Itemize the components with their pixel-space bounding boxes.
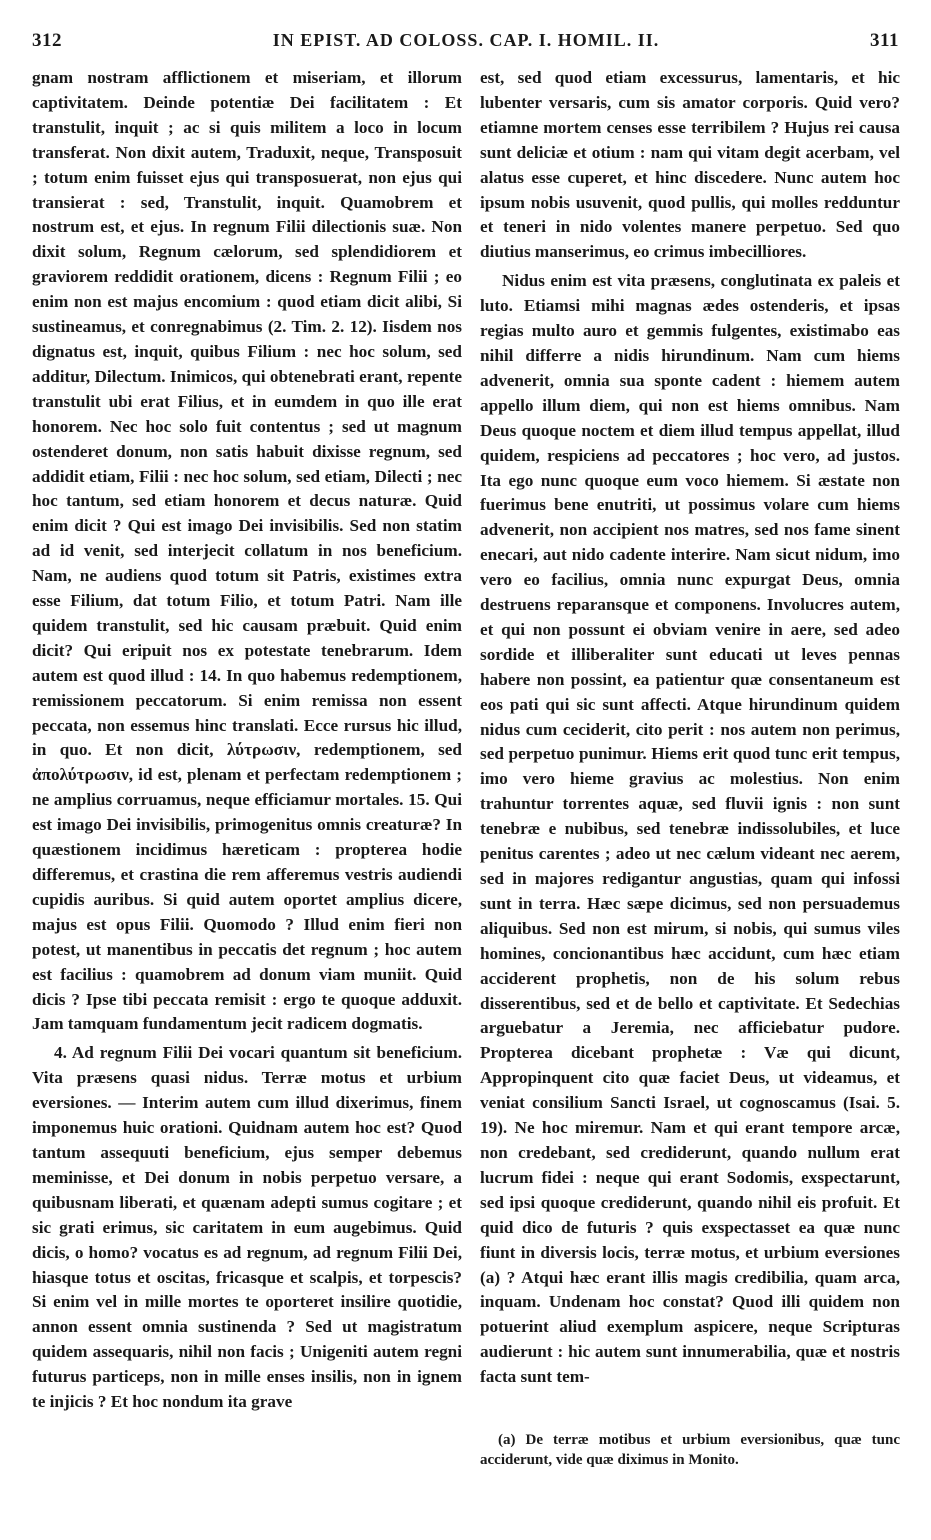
paragraph: est, sed quod etiam excessurus, lamentaris, et hic lubenter versaris, cum sis amator corporis. Quid vero? etiamne mortem censes esse terribilem ? Hujus rei causa sunt deliciæ et otium : nam qui vitam degit acerbam, vel alatus esse cuperet, et hinc discedere. Nunc autem hoc ipsum nobis usuvenit, quod pullis, qui molles redduntur et teneri in nido volentes manere perpetuo. Sed quo diutius manserimus, eo crimus imbecilliores. (480, 68, 900, 262)
left-column (32, 66, 462, 1415)
running-title: IN EPIST. AD COLOSS. CAP. I. HOMIL. II. (272, 30, 660, 50)
paragraph: Nidus enim est vita præsens, conglutinata ex paleis et luto. Etiamsi mihi magnas ædes ostenderis, et ipsas regias multo auro et gemmis fulgentes, existimabo eas nihil differre a nidis hirundinum. Nam cum hiems advenerit, omnia sua sponte cadent : hiemem autem appello illum diem, qui non est hiems omnibus. Nam Deus quoque noctem et diem illud tempus appellat, illud quidem, respiciens ad peccatores ; hoc vero, ad justos. Ita ego nunc quoque eum voco hiemem. Si æstate non fuerimus bene enutriti, ut possimus volare cum hiems advenerit, non accipient nos matres, sed nos fame sinent enecari, aut nido cadente interire. Nam sicut nidum, imo vero eo facilius, omnia nunc expurgat Deus, omnia destruens reparansque et componens. Involucres autem, et qui non possunt ei obviam venire in aere, sed adeo sordide et illiberaliter sunt educati ut leves pennas habere non possint, ea patientur quæ consentaneum est eos pati qui sic sunt affecti. Atque hirundinum quidem nidus cum ceciderit, cito perit : nos autem non perimus, sed perpetuo punimur. Hiems erit quod tunc erit tempus, imo vero hieme gravius ac molestius. Non enim trahuntur torrentes aquæ, sed fluvii ignis : non sunt tenebræ e nubibus, sed tenebræ indissolubiles, et luce penitus carentes ; adeo ut nec cælum videant nec aerem, sed in majores redigantur angustias, quam qui infossi sunt in terra. Hæc sæpe dicimus, sed non persuademus aliquibus. Sed non est mirum, si nobis, qui sumus viles homines, concionantibus hæc accidunt, cum hæc etiam acciderent prophetis, non de his solum rebus disserentibus, sed et de bello et captivitate. Et Sedechias arguebatur a Jeremia, nec afficiebatur pudore. Propterea dicebant prophetæ : Væ qui dicunt, Appropinquent cito quæ faciet Deus, ut videamus, et veniat consilium Sancti Israel, ut cognoscamus (Isai. 5. 19). Ne hoc miremur. Nam et qui erant tempore arcæ, non credebant, sed crediderunt, quando nullum erat lucrum fidei : neque qui erant Sodomis, exspectarunt, sed ipsi quoque crediderunt, quando nihil eis profuit. Et quid dico de futuris ? quis exspectasset ea quæ nunc fiunt in diversis locis, terræ motus, et urbium eversiones (a) ? Atqui hæc erant illis magis credibilia, quam arca, inquam. Undenam hoc constat? Quod illi quidem non potuerint aliud exemplum aspicere, neque Scripturas audierunt : hic autem sunt innumerabilia, quæ et nostris facta sunt tem- (480, 271, 900, 1387)
running-header (32, 30, 899, 60)
paragraph: 4. Ad regnum Filii Dei vocari quantum sit beneficium. Vita præsens quasi nidus. Terræ motus et urbium eversiones. — Interim autem cum illud dixerimus, finem imponemus huic orationi. Quidnam autem hoc est? Quod tantum assequuti beneficium, ejus semper debemus meminisse, et Dei donum in nobis perpetuo versare, a quibusnam liberati, et quænam adepti sumus cogitare ; et sic grati erimus, sic caritatem in eum augebimus. Quid dicis, o homo? vocatus es ad regnum, ad regnum Filii Dei, hiasque totus et oscitas, fricasque et scalpis, et torpescis? Si enim vel in mille mortes te oporteret insilire quotidie, annon essent omnia sustinenda ? Sed ut magistratum quidem assequaris, nihil non facis ; Unigeniti autem regni futurus particeps, non in mille enses insilis, non in ignem te injicis ? Et hoc nondum ita grave (32, 1043, 462, 1412)
page-number-right: 311 (870, 30, 899, 51)
paragraph: gnam nostram afflictionem et miseriam, et illorum captivitatem. Deinde potentiæ Dei facilitatem : Et transtulit, inquit ; ac si quis militem a loco in locum transferat. Non dixit autem, Traduxit, neque, Transposuit ; totum enim fuisset ejus qui transposuerat, non ejus qui transierat : sed, Transtulit, inquit. Quamobrem et nostrum est, et ejus. In regnum Filii dilectionis suæ. Non dixit solum, Regnum cælorum, sed splendidiorem et graviorem reddidit orationem, dicens : Regnum Filii ; eo enim non est majus encomium : quod etiam dicit alibi, Si sustineamus, et conregnabimus (2. Tim. 2. 12). Iisdem nos dignatus est, inquit, quibus Filium : nec hoc solum, sed additur, Dilectum. Inimicos, qui obtenebrati erant, repente transtulit ubi erat Filius, et in eumdem in quo ille erat honorem. Nec hoc solo fuit contentus ; sed ut magnum ostenderet donum, non satis habuit dixisse regnum, sed addidit etiam, Filii : nec hoc solum, sed etiam, Dilecti ; nec hoc tantum, sed etiam honorem et decus naturæ. Quid enim dicit ? Qui est imago Dei invisibilis. Sed non statim ad id venit, sed interjecit collatum in nos beneficium. Nam, ne audiens quod totum sit Patris, existimes extra esse Filium, dat totum Filio, et totum Patri. Nam ille quidem transtulit, sed hic causam præbuit. Quid enim dicit? Qui eripuit nos ex potestate tenebrarum. Idem autem est quod illud : 14. In quo habemus redemptionem, remissionem peccatorum. Si enim remissa non essent peccata, non essemus hinc translati. Ecce rursus hic illud, in quo. Et non dicit, λύτρωσιν, redemptionem, sed ἀπολύτρωσιν, id est, plenam et perfectam redemptionem ; ne amplius corruamus, neque efficiamur mortales. 15. Qui est imago Dei invisibilis, primogenitus omnis creaturæ? In quæstionem incidimus hæreticam : propterea hodie differemus, et crastina die rem afferemus vestris audiendi cupidis auribus. Si quid autem oportet amplius dicere, majus est opus Filii. Quomodo ? Illud enim fieri non potest, ut manentibus in peccatis det regnum ; hoc autem est facilius : quamobrem ad donum viam muniit. Quid dicis ? Ipse tibi peccata remisit : ergo te quoque adduxit. Jam tamquam fundamentum jecit radicem dogmatis. (32, 68, 462, 1034)
footnote: (a) De terræ motibus et urbium eversionibus, quæ tunc acciderunt, vide quæ diximus in Monito. (480, 1432, 900, 1468)
page-number-left: 312 (32, 30, 62, 51)
right-column (480, 66, 900, 1390)
